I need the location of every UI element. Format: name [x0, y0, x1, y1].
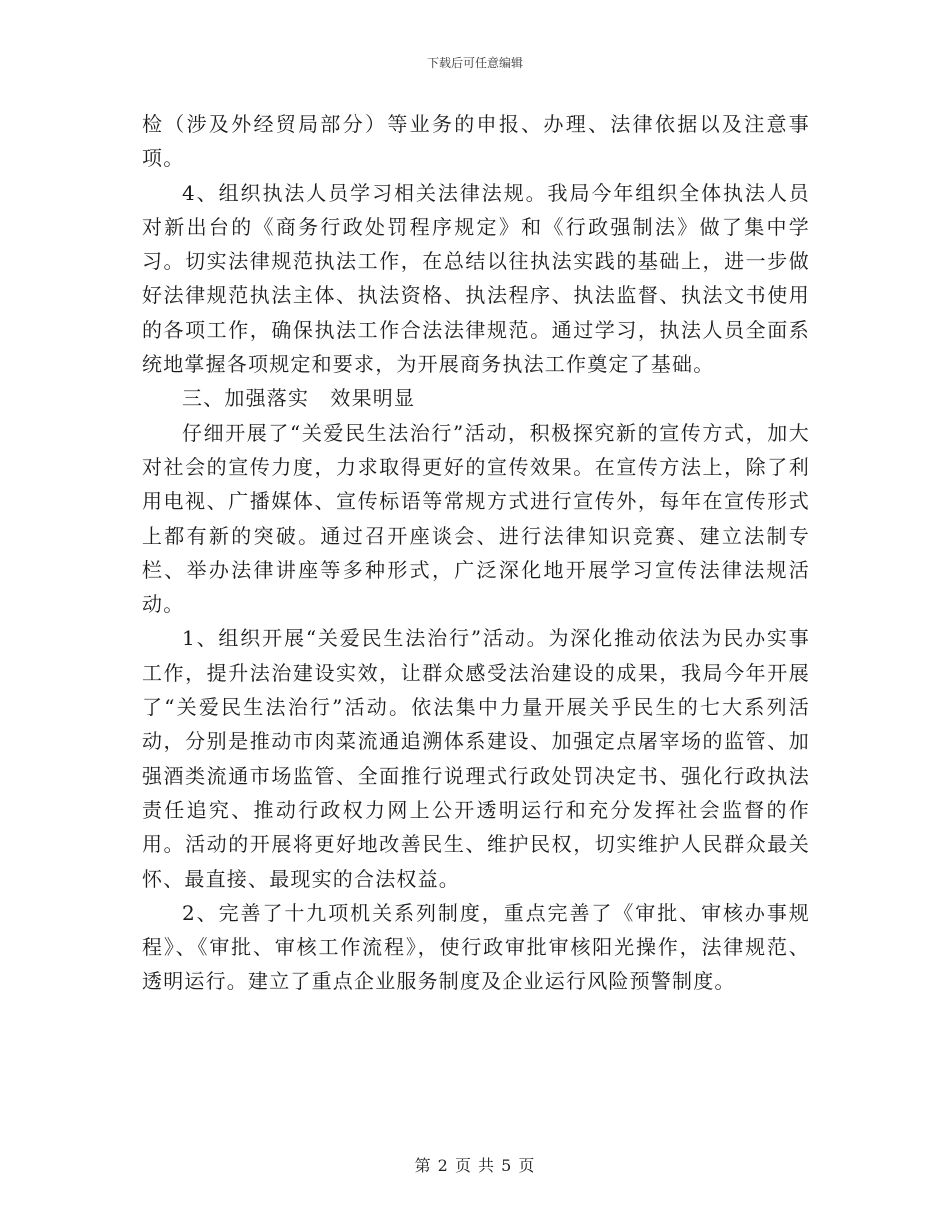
section-heading-3: 三、加强落实 效果明显: [182, 386, 416, 411]
page-header-note: 下载后可任意编辑: [426, 56, 523, 70]
paragraph-continuation: 检（涉及外经贸局部分）等业务的申报、办理、法律依据以及注意事项。: [142, 112, 810, 171]
document-body: [142, 107, 810, 999]
paragraph-section-intro: 仔细开展了“关爱民生法治行”活动，积极探究新的宣传方式，加大对社会的宣传力度，力求取得更好的宣传效果。在宣传方法上，除了利用电视、广播媒体、宣传标语等常规方式进行宣传外，每年在宣传形式上都有新的突破。通过召开座谈会、进行法律知识竞赛、建立法制专栏、举办法律讲座等多种形式，广泛深化地开展学习宣传法律法规活动。: [142, 420, 810, 617]
paragraph-item-2: 2、完善了十九项机关系列制度，重点完善了《审批、审核办事规程》、《审批、审核工作流程》，使行政审批审核阳光操作，法律规范、透明运行。建立了重点企业服务制度及企业运行风险预警制度。: [142, 900, 810, 994]
page-number-footer: 第 2 页 共 5 页: [414, 1156, 536, 1175]
paragraph-item-4: 4、组织执法人员学习相关法律法规。我局今年组织全体执法人员对新出台的《商务行政处罚程序规定》和《行政强制法》做了集中学习。切实法律规范执法工作，在总结以往执法实践的基础上，进一步做好法律规范执法主体、执法资格、执法程序、执法监督、执法文书使用的各项工作，确保执法工作合法法律规范。通过学习，执法人员全面系统地掌握各项规定和要求，为开展商务执法工作奠定了基础。: [142, 180, 810, 377]
paragraph-item-1: 1、组织开展“关爱民生法治行”活动。为深化推动依法为民办实事工作，提升法治建设实效，让群众感受法治建设的成果，我局今年开展了“关爱民生法治行”活动。依法集中力量开展关乎民生的七大系列活动，分别是推动市肉菜流通追溯体系建设、加强定点屠宰场的监管、加强酒类流通市场监管、全面推行说理式行政处罚决定书、强化行政执法责任追究、推动行政权力网上公开透明运行和充分发挥社会监督的作用。活动的开展将更好地改善民生、维护民权，切实维护人民群众最关怀、最直接、最现实的合法权益。: [142, 626, 810, 891]
